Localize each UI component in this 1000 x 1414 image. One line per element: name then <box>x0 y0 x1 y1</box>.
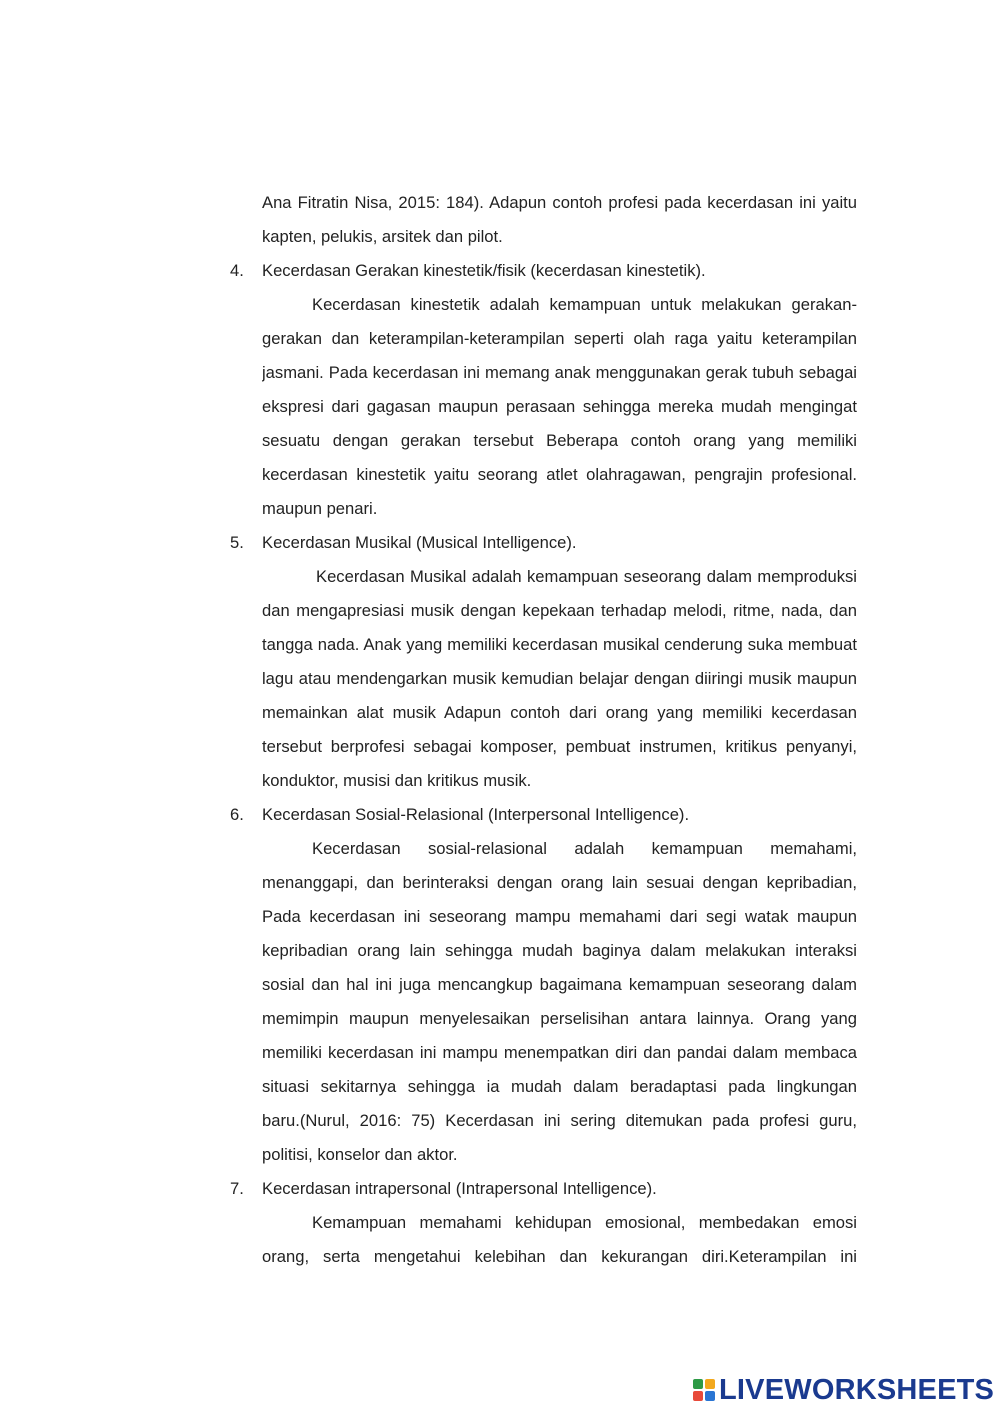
list-number: 4. <box>230 261 244 280</box>
text-line: maupun penari. <box>262 499 378 518</box>
text-line: Kecerdasan sosial-relasional adalah kemampuan memahami, <box>312 839 857 858</box>
logo-text: LIVEWORKSHEETS <box>719 1373 995 1406</box>
text-line: jasmani. Pada kecerdasan ini memang anak menggunakan gerak tubuh sebagai <box>262 363 857 382</box>
list-number: 7. <box>230 1179 244 1198</box>
text-line: orang, serta mengetahui kelebihan dan kekurangan diri.Keterampilan ini <box>262 1247 857 1266</box>
list-number: 5. <box>230 533 244 552</box>
text-line: sosial dan hal ini juga mencangkup bagaimana kemampuan seseorang dalam <box>262 975 857 994</box>
text-line: Kemampuan memahami kehidupan emosional, membedakan emosi <box>312 1213 857 1232</box>
text-line: politisi, konselor dan aktor. <box>262 1145 458 1164</box>
logo-square-icon <box>705 1379 715 1389</box>
text-line: gerakan dan keterampilan-keterampilan seperti olah raga yaitu keterampilan <box>262 329 857 348</box>
text-line: sesuatu dengan gerakan tersebut Beberapa contoh orang yang memiliki <box>262 431 857 450</box>
text-line: Kecerdasan Musikal adalah kemampuan seseorang dalam memproduksi <box>316 567 857 586</box>
liveworksheets-logo <box>693 1374 994 1406</box>
text-line: memiliki kecerdasan ini mampu menempatkan diri dan pandai dalam membaca <box>262 1043 857 1062</box>
text-line: kapten, pelukis, arsitek dan pilot. <box>262 227 503 246</box>
logo-grid-icon <box>693 1379 715 1401</box>
list-heading: Kecerdasan intrapersonal (Intrapersonal Intelligence). <box>262 1179 657 1198</box>
list-heading: Kecerdasan Gerakan kinestetik/fisik (kecerdasan kinestetik). <box>262 261 706 280</box>
text-line: ekspresi dari gagasan maupun perasaan sehingga mereka mudah mengingat <box>262 397 857 416</box>
text-line: situasi sekitarnya sehingga ia mudah dalam beradaptasi pada lingkungan <box>262 1077 857 1096</box>
logo-square-icon <box>693 1391 703 1401</box>
logo-square-icon <box>705 1391 715 1401</box>
list-heading: Kecerdasan Sosial-Relasional (Interpersonal Intelligence). <box>262 805 690 824</box>
text-line: memainkan alat musik Adapun contoh dari orang yang memiliki kecerdasan <box>262 703 857 722</box>
text-line: kepribadian orang lain sehingga mudah baginya dalam melakukan interaksi <box>262 941 857 960</box>
text-line: Kecerdasan kinestetik adalah kemampuan untuk melakukan gerakan- <box>312 295 857 314</box>
text-line: tangga nada. Anak yang memiliki kecerdasan musikal cenderung suka membuat <box>262 635 857 654</box>
text-line: lagu atau mendengarkan musik kemudian belajar dengan diiringi musik maupun <box>262 669 857 688</box>
logo-square-icon <box>693 1379 703 1389</box>
text-line: Ana Fitratin Nisa, 2015: 184). Adapun contoh profesi pada kecerdasan ini yaitu <box>262 193 857 212</box>
text-line: tersebut berprofesi sebagai komposer, pembuat instrumen, kritikus penyanyi, <box>262 737 857 756</box>
text-line: memimpin maupun menyelesaikan perselisihan antara lainnya. Orang yang <box>262 1009 857 1028</box>
text-line: kecerdasan kinestetik yaitu seorang atlet olahragawan, pengrajin profesional. <box>262 465 857 484</box>
text-line: menanggapi, dan berinteraksi dengan orang lain sesuai dengan kepribadian, <box>262 873 857 892</box>
text-line: Pada kecerdasan ini seseorang mampu memahami dari segi watak maupun <box>262 907 857 926</box>
text-line: konduktor, musisi dan kritikus musik. <box>262 771 532 790</box>
list-number: 6. <box>230 805 244 824</box>
list-heading: Kecerdasan Musikal (Musical Intelligence). <box>262 533 577 552</box>
text-line: baru.(Nurul, 2016: 75) Kecerdasan ini sering ditemukan pada profesi guru, <box>262 1111 857 1130</box>
text-line: dan mengapresiasi musik dengan kepekaan terhadap melodi, ritme, nada, dan <box>262 601 857 620</box>
